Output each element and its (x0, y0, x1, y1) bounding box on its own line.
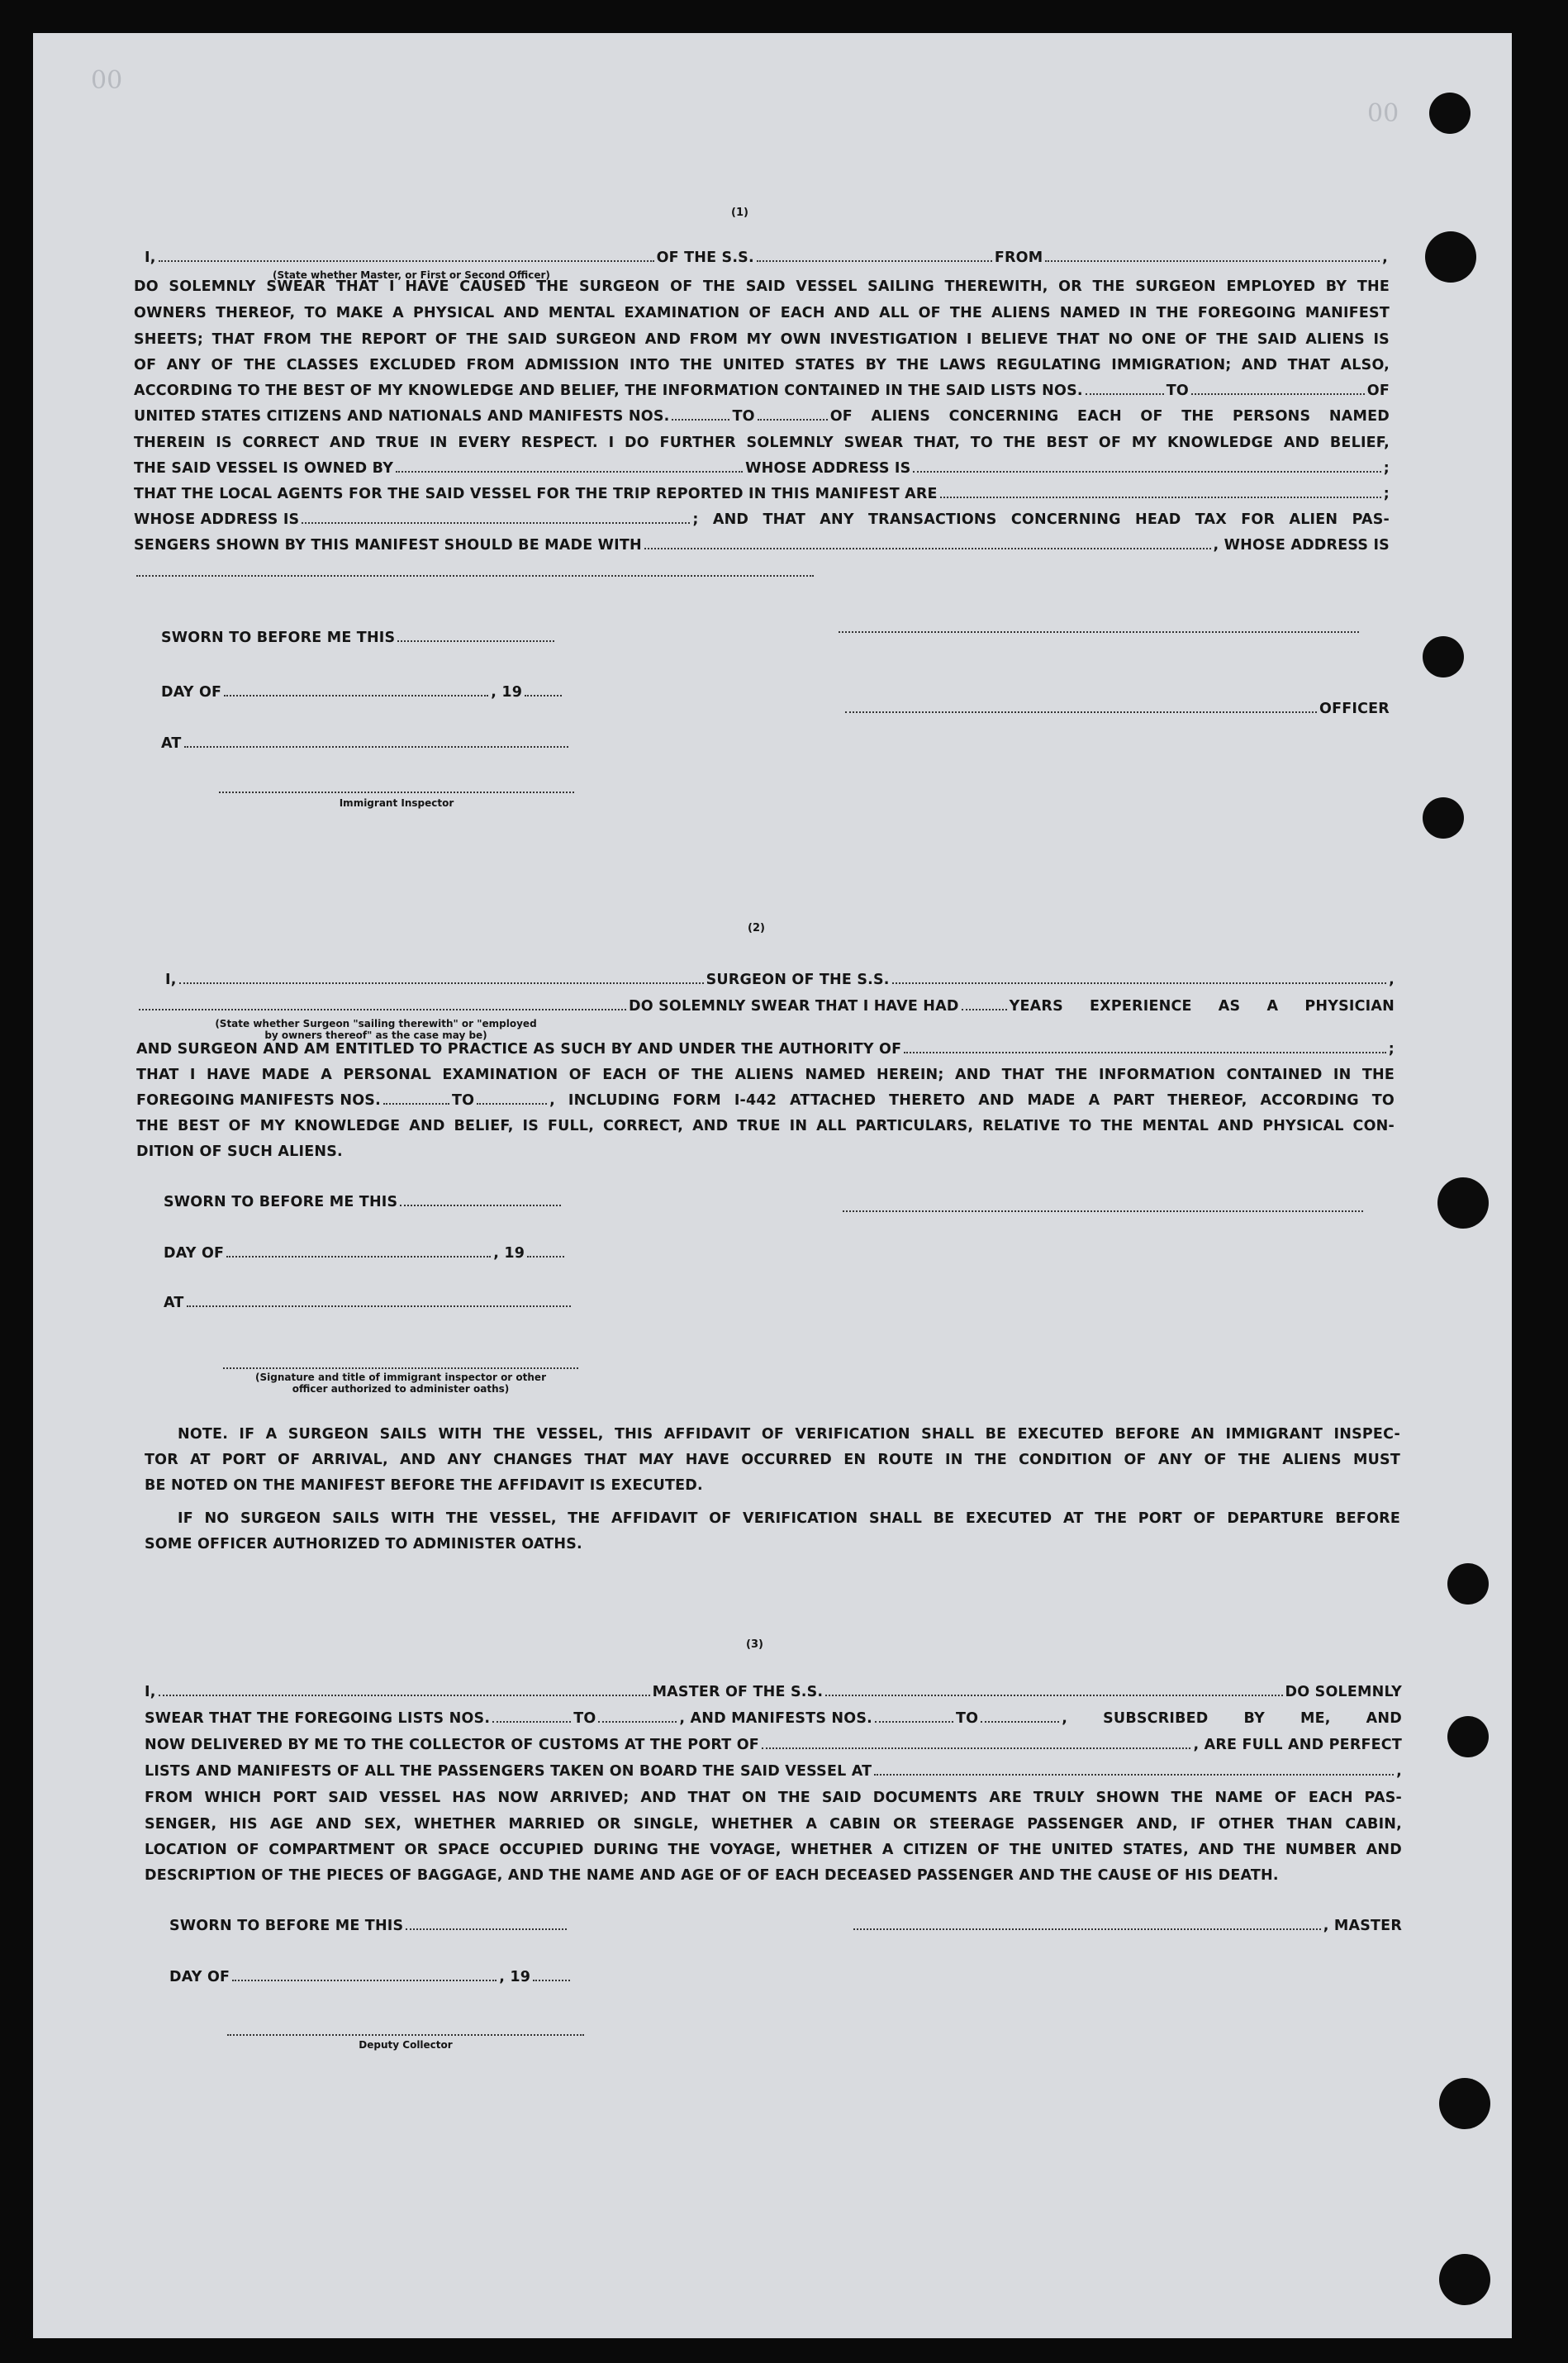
section-1-agents-line: THAT THE LOCAL AGENTS FOR THE SAID VESSEL FOR THE TRIP REPORTED IN THIS MANIFEST ARE ; (134, 486, 1390, 502)
section-1-body-2: OWNERS THEREOF, TO MAKE A PHYSICAL AND MENTAL EXAMINATION OF EACH AND ALL OF THE ALIENS NAMED IN THE FOREGOING MANIFEST (134, 305, 1390, 321)
master-signature-field[interactable] (853, 1928, 1321, 1930)
section-2-vessel-field[interactable] (892, 982, 1386, 984)
note-line-1: NOTE. IF A SURGEON SAILS WITH THE VESSEL, THIS AFFIDAVIT OF VERIFICATION SHALL BE EXECUTED BEFORE AN IMMIGRANT INSPEC- (178, 1426, 1400, 1443)
sworn-year-field[interactable] (525, 694, 562, 697)
section-1-citizens-line: UNITED STATES CITIZENS AND NATIONALS AND MANIFESTS NOS. TO OF ALIENS CONCERNING EACH OF THE PERSONS NAMED (134, 408, 1390, 425)
punch-hole (1429, 93, 1471, 134)
owner-address-field[interactable] (913, 470, 1380, 473)
surgeon-signature-field[interactable] (843, 1210, 1363, 1212)
section-3-manifest-to-field[interactable] (981, 1720, 1059, 1723)
section-2-sworn-day-field[interactable] (400, 1204, 561, 1206)
section-1-number: (1) (731, 207, 748, 219)
manifest-nos-from-field[interactable] (672, 418, 729, 421)
section-2-line-2: DO SOLEMNLY SWEAR THAT I HAVE HAD YEARS EXPERIENCE AS A PHYSICIAN (136, 998, 1395, 1015)
section-3-line-1: I, MASTER OF THE S.S. DO SOLEMNLY (145, 1684, 1402, 1700)
master-name-field[interactable] (159, 259, 654, 262)
manifest-affidavit-page (33, 33, 1512, 2338)
deputy-collector-caption: Deputy Collector (359, 2039, 453, 2051)
deputy-collector-signature-field[interactable] (227, 2034, 584, 2036)
from-port-field[interactable] (1045, 259, 1380, 262)
punch-hole (1439, 2078, 1490, 2129)
section-1-body-1: DO SOLEMNLY SWEAR THAT I HAVE CAUSED THE SURGEON OF THE SAID VESSEL SAILING THEREWITH, OR THE SURGEON EMPLOYED BY THE (134, 278, 1390, 295)
inspector-caption: Immigrant Inspector (339, 797, 454, 809)
punch-hole (1425, 231, 1476, 283)
section-3-line-3: NOW DELIVERED BY ME TO THE COLLECTOR OF CUSTOMS AT THE PORT OF , ARE FULL AND PERFECT (145, 1737, 1402, 1753)
note-line-3: BE NOTED ON THE MANIFEST BEFORE THE AFFIDAVIT IS EXECUTED. (145, 1477, 703, 1494)
surgeon-name-field[interactable] (179, 982, 704, 984)
manifest-nos-to-field[interactable] (758, 418, 828, 421)
section-1-body-5: ACCORDING TO THE BEST OF MY KNOWLEDGE AND BELIEF, THE INFORMATION CONTAINED IN THE SAID LISTS NOS. TO OF (134, 383, 1390, 399)
section-3-sworn-month-field[interactable] (232, 1979, 497, 1981)
section-1-officer-line: OFFICER (843, 701, 1390, 717)
section-2-manifest-from-field[interactable] (383, 1102, 449, 1105)
section-1-sengers-line: SENGERS SHOWN BY THIS MANIFEST SHOULD BE MADE WITH , WHOSE ADDRESS IS (134, 537, 1390, 554)
section-2-at-field[interactable] (187, 1305, 571, 1307)
section-2-caption: (State whether Surgeon "sailing therewith" or "employed by owners thereof" as the case may be) (215, 1018, 537, 1041)
section-2-line-4: THAT I HAVE MADE A PERSONAL EXAMINATION OF EACH OF THE ALIENS NAMED HEREIN; AND THAT THE INFORMATION CONTAINED IN THE (136, 1067, 1395, 1083)
section-3-line-4: LISTS AND MANIFESTS OF ALL THE PASSENGERS TAKEN ON BOARD THE SAID VESSEL AT , (145, 1763, 1402, 1780)
section-2-line-7: DITION OF SUCH ALIENS. (136, 1143, 343, 1160)
sworn-at-field[interactable] (184, 745, 568, 748)
section-1-caption: (State whether Master, or First or Second Officer) (273, 269, 550, 281)
section-2-line-3: AND SURGEON AND AM ENTITLED TO PRACTICE AS SUCH BY AND UNDER THE AUTHORITY OF ; (136, 1041, 1395, 1058)
punch-hole (1447, 1563, 1489, 1605)
section-3-lists-to-field[interactable] (598, 1720, 677, 1723)
section-1-line-1: I, OF THE S.S. FROM , (145, 250, 1388, 266)
punch-hole (1437, 1177, 1489, 1229)
section-3-master-line: , MASTER (851, 1918, 1402, 1934)
label-of-ss: OF THE S.S. (656, 250, 754, 266)
section-1-sworn-line: SWORN TO BEFORE ME THIS (161, 630, 557, 646)
section-1-whose-line: WHOSE ADDRESS IS ; AND THAT ANY TRANSACTIONS CONCERNING HEAD TAX FOR ALIEN PAS- (134, 511, 1390, 528)
surgeon-status-field[interactable] (139, 1008, 626, 1010)
section-2-sworn-month-field[interactable] (226, 1255, 491, 1258)
section-2-line-5: FOREGOING MANIFESTS NOS. TO , INCLUDING FORM I-442 ATTACHED THERETO AND MADE A PART THEREOF, ACCORDING TO (136, 1092, 1395, 1109)
section-2-sworn-year-field[interactable] (527, 1255, 564, 1258)
lists-nos-from-field[interactable] (1086, 392, 1164, 395)
head-tax-party-field[interactable] (644, 547, 1211, 549)
section-2-day-line: DAY OF , 19 (164, 1245, 567, 1262)
section-3-day-line: DAY OF , 19 (169, 1969, 573, 1985)
years-experience-field[interactable] (962, 1008, 1007, 1010)
vessel-name-field[interactable] (757, 259, 992, 262)
sworn-day-field[interactable] (397, 639, 554, 642)
inspector-signature-field[interactable] (219, 792, 574, 793)
punch-hole (1423, 636, 1464, 678)
head-tax-address-field[interactable] (136, 575, 814, 577)
section-2-number: (2) (748, 922, 765, 934)
section-3-body-2: SENGER, HIS AGE AND SEX, WHETHER MARRIED OR SINGLE, WHETHER A CABIN OR STEERAGE PASSENGER AND, IF OTHER THAN CABIN, (145, 1816, 1402, 1833)
port-field[interactable] (762, 1747, 1191, 1749)
section-3-vessel-field[interactable] (825, 1694, 1282, 1696)
authority-field[interactable] (904, 1051, 1386, 1053)
section-3-body-1: FROM WHICH PORT SAID VESSEL HAS NOW ARRIVED; AND THAT ON THE SAID DOCUMENTS ARE TRULY SHOWN THE NAME OF EACH PAS- (145, 1790, 1402, 1806)
faint-page-mark-right: 00 (1367, 99, 1399, 128)
section-3-sworn-day-field[interactable] (406, 1928, 567, 1930)
section-3-line-2: SWEAR THAT THE FOREGOING LISTS NOS. TO , AND MANIFESTS NOS. TO , SUBSCRIBED BY ME, AND (145, 1710, 1402, 1727)
section-3-lists-from-field[interactable] (492, 1720, 571, 1723)
section-2-at-line: AT (164, 1295, 573, 1311)
section-3-master-name-field[interactable] (159, 1694, 650, 1696)
officer-name-field[interactable] (845, 711, 1317, 713)
section-2-manifest-to-field[interactable] (477, 1102, 547, 1105)
punch-hole (1447, 1716, 1489, 1757)
section-3-number: (3) (746, 1638, 763, 1651)
label-i: I, (145, 250, 156, 266)
local-agents-field[interactable] (940, 496, 1381, 498)
section-1-day-line: DAY OF , 19 (161, 684, 564, 701)
section-1-body-4: OF ANY OF THE CLASSES EXCLUDED FROM ADMISSION INTO THE UNITED STATES BY THE LAWS REGULATING IMMIGRATION; AND THAT ALSO, (134, 357, 1390, 373)
section-3-manifest-from-field[interactable] (875, 1720, 953, 1723)
faint-page-mark-left: 00 (91, 66, 123, 95)
punch-hole (1423, 797, 1464, 839)
section-2-line-1: I, SURGEON OF THE S.S. , (165, 972, 1395, 988)
section-2-sworn-line: SWORN TO BEFORE ME THIS (164, 1194, 563, 1210)
note-line-5: SOME OFFICER AUTHORIZED TO ADMINISTER OATHS. (145, 1536, 582, 1552)
section-1-at-line: AT (161, 735, 571, 752)
section-2-official-signature-field[interactable] (223, 1367, 578, 1369)
section-2-signature-caption: (Signature and title of immigrant inspector or other officer authorized to administer oaths) (255, 1372, 546, 1395)
section-1-correct-line: THEREIN IS CORRECT AND TRUE IN EVERY RESPECT. I DO FURTHER SOLEMNLY SWEAR THAT, TO THE BEST OF MY KNOWLEDGE AND BELIEF, (134, 435, 1390, 451)
section-3-body-3: LOCATION OF COMPARTMENT OR SPACE OCCUPIED DURING THE VOYAGE, WHETHER A CITIZEN OF THE UNITED STATES, AND THE NUMBER AND (145, 1842, 1402, 1858)
label-from: FROM (994, 250, 1043, 266)
sworn-month-field[interactable] (224, 694, 488, 697)
owner-field[interactable] (396, 470, 743, 473)
note-line-4: IF NO SURGEON SAILS WITH THE VESSEL, THE AFFIDAVIT OF VERIFICATION SHALL BE EXECUTED AT THE PORT OF DEPARTURE BEFORE (178, 1510, 1400, 1527)
lists-nos-to-field[interactable] (1191, 392, 1365, 395)
section-3-body-4: DESCRIPTION OF THE PIECES OF BAGGAGE, AND THE NAME AND AGE OF OF EACH DECEASED PASSENGER AND THE CAUSE OF HIS DEATH. (145, 1867, 1279, 1884)
embarkation-port-field[interactable] (874, 1773, 1394, 1776)
note-line-2: TOR AT PORT OF ARRIVAL, AND ANY CHANGES THAT MAY HAVE OCCURRED EN ROUTE IN THE CONDITION OF ANY OF THE ALIENS MUST (145, 1452, 1400, 1468)
agents-address-field[interactable] (302, 521, 690, 524)
section-1-body-3: SHEETS; THAT FROM THE REPORT OF THE SAID SURGEON AND FROM MY OWN INVESTIGATION I BELIEVE THAT NO ONE OF THE SAID ALIENS IS (134, 331, 1390, 348)
punch-hole (1439, 2254, 1490, 2305)
section-2-line-6: THE BEST OF MY KNOWLEDGE AND BELIEF, IS FULL, CORRECT, AND TRUE IN ALL PARTICULARS, RELATIVE TO THE MENTAL AND PHYSICAL CON- (136, 1118, 1395, 1134)
section-1-owned-line: THE SAID VESSEL IS OWNED BY WHOSE ADDRESS IS ; (134, 460, 1390, 477)
section-3-sworn-line: SWORN TO BEFORE ME THIS (169, 1918, 569, 1934)
section-3-sworn-year-field[interactable] (533, 1979, 570, 1981)
officer-signature-field[interactable] (839, 631, 1359, 633)
